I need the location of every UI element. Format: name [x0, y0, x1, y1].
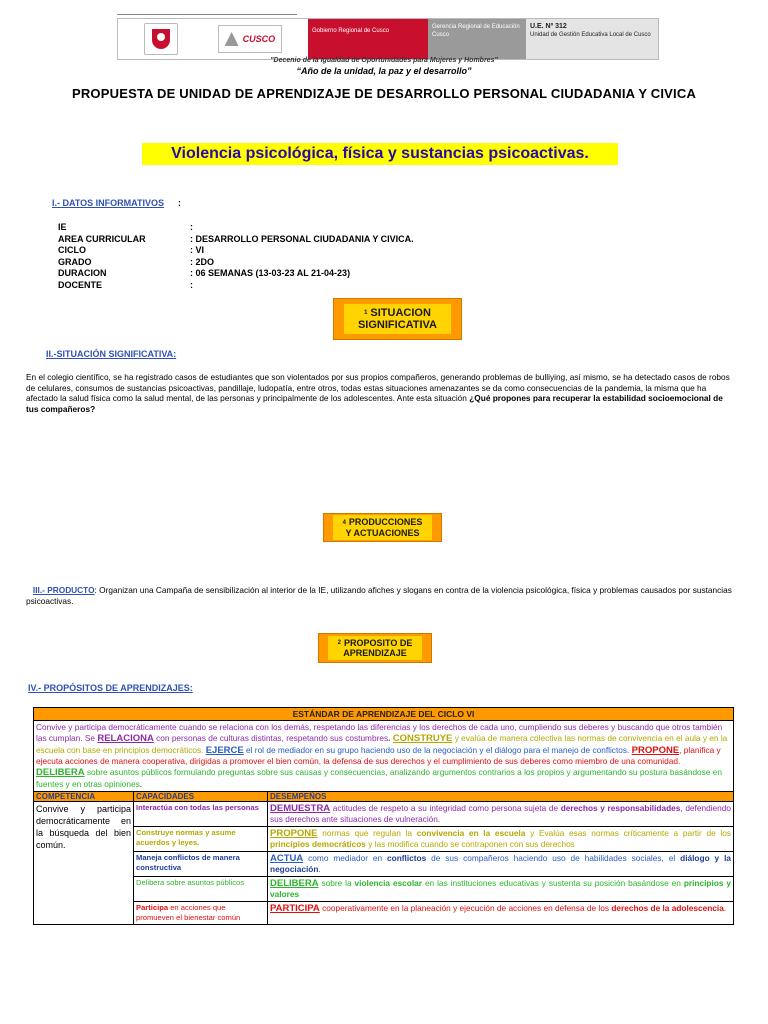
desempeno-cell: DEMUESTRA actitudes de respeto a su integridad como persona sujeta de derechos y responsabilidades, defendiendo sus derechos ante situaciones de vulneración.: [268, 801, 734, 826]
datos-row: CICLO : VI: [58, 245, 205, 255]
producto-paragraph: III.- PRODUCTO: Organizan una Campaña de sensibilización al interior de la IE, utilizando afiches y slogans en contra de la violencia psicológica, física y problemas causados por sustancias psicoactivas.: [26, 585, 732, 606]
competencia-cell: Convive y participa democráticamente en la búsqueda del bien común.: [34, 801, 134, 924]
datos-row: AREA CURRICULAR : DESARROLLO PERSONAL CIUDADANIA Y CIVICA.: [58, 233, 414, 244]
datos-row: GRADO : 2DO: [58, 256, 215, 267]
desempeno-cell: DELIBERA sobre la violencia escolar en las instituciones educativas y sustenta su posición basándose en principios y valores: [268, 876, 734, 901]
ue-label: U.E. Nº 312: [530, 23, 567, 30]
table-row: [34, 801, 734, 826]
desempeno-cell: PARTICIPA cooperativamente en la planeación y ejecución de acciones en defensa de los derechos de la adolescencia.: [268, 901, 734, 924]
desempeno-cell: PROPONE normas que regulan la convivencia en la escuela y Evalúa esas normas críticamente a partir de los principios democráticos y las modifica cuando se contraponen con sus derechos: [268, 826, 734, 851]
standard-description: Convive y participa democráticamente cuando se relaciona con los demás, respetando las diferencias y los derechos de cada uno, cumpliendo sus deberes y buscando que otros también las cumplan. Se RELACIONA con personas de culturas distintas, respetando sus costumbres. CONSTRUYE y evalúa de manera colectiva las normas de convivencia en el aula y en la escuela con base en principios democráticos. EJERCE el rol de mediador en su grupo haciendo uso de la negociación y el diálogo para el manejo de conflictos. PROPONE, planifica y ejecuta acciones de manera cooperativa, dirigidas a promover el bien común, la defensa de sus derechos y el cumplimiento de sus deberes como miembro de una comunidad. DELIBERA sobre asuntos públicos formulando preguntas sobre sus causas y consecuencias, analizando argumentos contrarios a los propios y argumentando su postura basándose en fuentes y en otras opiniones.: [34, 721, 734, 792]
capacidad-cell: Construye normas y asume acuerdos y leyes.: [134, 826, 268, 851]
situacion-heading: II.-SITUACIÓN SIGNIFICATIVA:: [46, 349, 177, 359]
year-motto: “Año de la unidad, la paz y el desarrollo”: [296, 66, 472, 76]
header-competencia: COMPETENCIA: [34, 791, 134, 801]
peru-shield-icon: [144, 23, 178, 55]
ugel-text: Unidad de Gestión Educativa Local de Cusco: [530, 32, 651, 38]
datos-colon: :: [178, 198, 181, 208]
header-desempenos: DESEMPEÑOS: [268, 791, 734, 801]
datos-row: DURACION : 06 SEMANAS (13-03-23 AL 21-04-23): [58, 268, 351, 278]
unit-subtitle: Violencia psicológica, física y sustancias psicoactivas.: [142, 143, 618, 165]
capacidad-cell: Maneja conflictos de manera constructiva: [134, 851, 268, 876]
datos-row: IE :: [58, 222, 193, 232]
gobierno-regional-text: Gobierno Regional de Cusco: [312, 28, 390, 34]
gobierno-regional-block: [308, 19, 428, 59]
gerencia-block: [428, 19, 526, 59]
cusco-logo-text: CUSCO: [242, 34, 276, 44]
ugel-block: [526, 19, 658, 59]
producto-heading: III.- PRODUCTO: [32, 585, 95, 595]
banner-logos: [118, 19, 308, 59]
gerencia-text: Gerencia Regional de Educación Cusco: [432, 24, 520, 38]
situacion-paragraph: En el colegio científico, se ha registrado casos de estudiantes que son violentados por sus propios compañeros, generando problemas de bulliying, así mismo, se ha detectado casos de robos de celulares, consumos de sustancias psicoactivas, pandillaje, ludopatía, entre otros, todas estas situaciones amenazantes se da como consecuencias de la pandemia, la misma que ha afectado la salud física como la salud mental, de las personas y principalmente de los adolescentes. Ante esta situación ¿Qué propones para recuperar la estabilidad socioemocional de tus compañeros?: [26, 372, 730, 414]
datos-row: DOCENTE :: [58, 279, 193, 290]
header-capacidades: CAPACIDADES: [134, 791, 268, 801]
table-row: [34, 851, 734, 876]
producciones-box: 4 PRODUCCIONES Y ACTUACIONES: [323, 513, 442, 542]
table-row: [34, 826, 734, 851]
document-title: PROPUESTA DE UNIDAD DE APRENDIZAJE DE DESARROLLO PERSONAL CIUDADANIA Y CIVICA: [71, 86, 697, 101]
propositos-heading: IV.- PROPÓSITOS DE APRENDIZAJES:: [28, 683, 193, 693]
institutional-banner: [117, 18, 659, 60]
capacidad-cell: Participa en acciones que promueven el bienestar común: [134, 901, 268, 924]
datos-heading: I.- DATOS INFORMATIVOS: [52, 198, 164, 208]
mountain-icon: [225, 32, 239, 46]
learning-standards-table: [33, 707, 734, 925]
proposito-box: 2 PROPOSITO DE APRENDIZAJE: [318, 633, 432, 663]
table-row: [34, 876, 734, 901]
capacidad-cell: Interactúa con todas las personas: [134, 801, 268, 826]
decenio-motto: "Decenio de la Igualdad de Oportunidades para Mujeres y Hombres": [270, 57, 498, 64]
desempeno-cell: ACTUA como mediador en conflictos de sus compañeros haciendo uso de habilidades sociales, el diálogo y la negociación.: [268, 851, 734, 876]
cusco-logo: [218, 25, 283, 53]
table-row: [34, 901, 734, 924]
datos-informativos: [58, 222, 414, 291]
capacidad-cell: Delibera sobre asuntos públicos: [134, 876, 268, 901]
table-title: ESTÁNDAR DE APRENDIZAJE DEL CICLO VI: [34, 708, 734, 721]
situacion-box: 1 SITUACION SIGNIFICATIVA: [333, 298, 462, 340]
